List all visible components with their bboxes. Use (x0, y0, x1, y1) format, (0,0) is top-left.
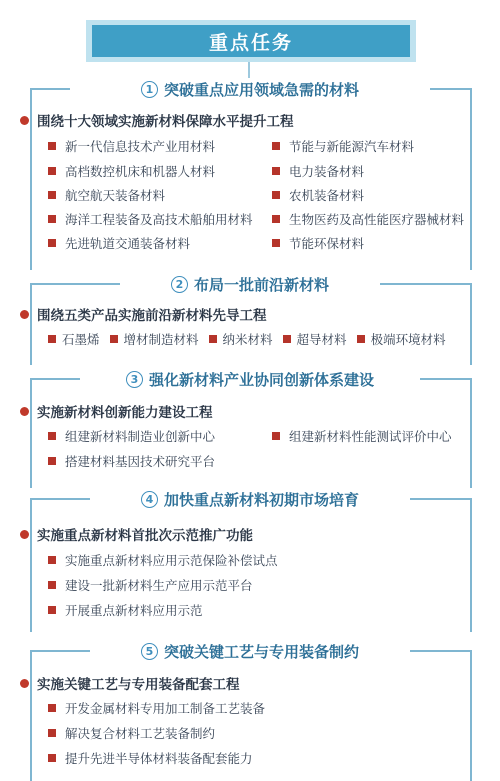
section-title: 突破重点应用领域急需的材料 (163, 80, 359, 99)
bullet-square-icon (48, 754, 56, 762)
section-4-header (90, 488, 410, 510)
project-line (20, 524, 253, 544)
list-item: 组建新材料性能测试评价中心 (272, 427, 452, 445)
list-item: 生物医药及高性能医疗器械材料 (272, 210, 464, 228)
list-item: 高档数控机床和机器人材料 (48, 162, 215, 180)
bullet-square-icon (48, 606, 56, 614)
section-title: 布局一批前沿新材料 (193, 275, 329, 294)
bullet-square-icon (110, 335, 118, 343)
bullet-square-icon (272, 215, 280, 223)
bullet-dot-icon (20, 310, 29, 319)
section-5-header (90, 640, 410, 662)
list-item: 解决复合材料工艺装备制约 (48, 724, 215, 742)
bullet-dot-icon (20, 407, 29, 416)
project-title: 围绕五类产品实施前沿新材料先导工程 (37, 308, 267, 324)
section-number-icon: 4 (141, 491, 158, 508)
inline-items-row (48, 330, 456, 348)
bullet-square-icon (48, 215, 56, 223)
bullet-square-icon (48, 704, 56, 712)
bullet-square-icon (283, 335, 291, 343)
project-title: 实施新材料创新能力建设工程 (37, 405, 213, 421)
bullet-square-icon (48, 457, 56, 465)
project-line (20, 673, 240, 693)
section-1-header (70, 78, 430, 100)
section-title: 加快重点新材料初期市场培育 (163, 490, 359, 509)
list-item: 农机装备材料 (272, 186, 364, 204)
bullet-square-icon (48, 556, 56, 564)
list-item: 开发金属材料专用加工制备工艺装备 (48, 699, 265, 717)
project-line (20, 401, 213, 421)
list-item: 海洋工程装备及高技术船舶用材料 (48, 210, 253, 228)
list-item: 超导材料 (283, 330, 347, 348)
bullet-dot-icon (20, 116, 29, 125)
bullet-square-icon (272, 191, 280, 199)
list-item: 石墨烯 (48, 330, 100, 348)
bullet-square-icon (357, 335, 365, 343)
bullet-square-icon (48, 142, 56, 150)
bullet-square-icon (48, 729, 56, 737)
list-item: 节能环保材料 (272, 234, 364, 252)
bullet-square-icon (209, 335, 217, 343)
list-item: 提升先进半导体材料装备配套能力 (48, 749, 253, 767)
list-item: 电力装备材料 (272, 162, 364, 180)
project-line (20, 304, 267, 324)
bullet-square-icon (272, 239, 280, 247)
list-item: 新一代信息技术产业用材料 (48, 137, 215, 155)
list-item: 组建新材料制造业创新中心 (48, 427, 215, 445)
section-title: 强化新材料产业协同创新体系建设 (148, 370, 374, 389)
section-number-icon: 5 (141, 643, 158, 660)
project-title: 实施关键工艺与专用装备配套工程 (37, 677, 240, 693)
list-item: 先进轨道交通装备材料 (48, 234, 190, 252)
project-line (20, 110, 294, 130)
bullet-square-icon (48, 239, 56, 247)
list-item: 纳米材料 (209, 330, 273, 348)
list-item: 增材制造材料 (110, 330, 199, 348)
list-item: 节能与新能源汽车材料 (272, 137, 414, 155)
section-number-icon: 2 (171, 276, 188, 293)
page-title: 重点任务 (92, 25, 410, 57)
bullet-square-icon (272, 167, 280, 175)
section-2-header (120, 273, 380, 295)
list-item: 建设一批新材料生产应用示范平台 (48, 576, 253, 594)
bullet-square-icon (48, 335, 56, 343)
list-item: 实施重点新材料应用示范保险补偿试点 (48, 551, 278, 569)
title-banner (86, 20, 416, 62)
list-item: 开展重点新材料应用示范 (48, 601, 203, 619)
bullet-dot-icon (20, 679, 29, 688)
bullet-square-icon (48, 167, 56, 175)
section-number-icon: 1 (141, 81, 158, 98)
project-title: 围绕十大领域实施新材料保障水平提升工程 (37, 114, 294, 130)
bullet-square-icon (48, 581, 56, 589)
list-item: 航空航天装备材料 (48, 186, 165, 204)
project-title: 实施重点新材料首批次示范推广功能 (37, 528, 253, 544)
bullet-square-icon (272, 142, 280, 150)
bullet-square-icon (272, 432, 280, 440)
section-number-icon: 3 (126, 371, 143, 388)
section-title: 突破关键工艺与专用装备制约 (163, 642, 359, 661)
bullet-square-icon (48, 191, 56, 199)
list-item: 极端环境材料 (357, 330, 446, 348)
section-2 (30, 283, 472, 365)
bullet-square-icon (48, 432, 56, 440)
bullet-dot-icon (20, 530, 29, 539)
list-item: 搭建材料基因技术研究平台 (48, 452, 215, 470)
section-3-header (80, 368, 420, 390)
